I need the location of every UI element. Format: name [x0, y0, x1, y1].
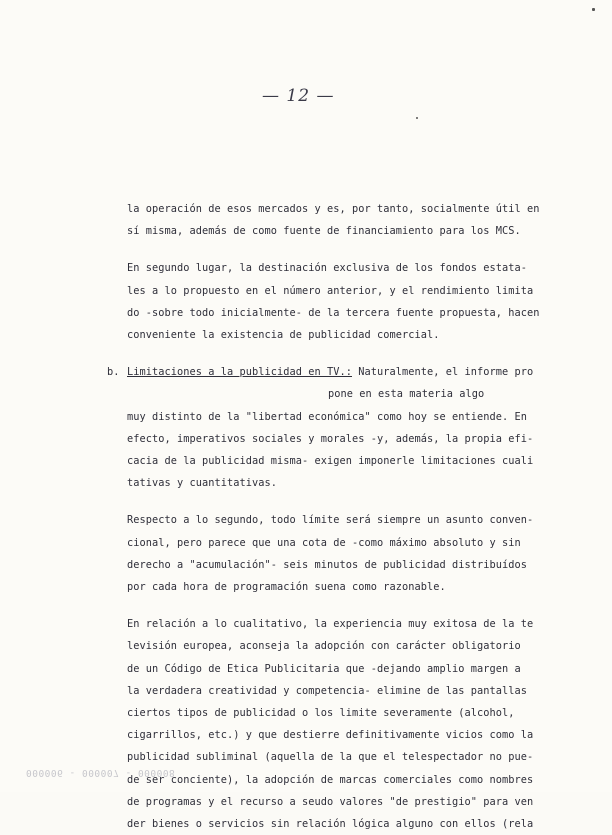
text-line: publicidad subliminal (aquella de la que el telespectador no pue-: [127, 751, 534, 764]
text-line: efecto, imperativos sociales y morales -y, además, la propia efi-: [127, 432, 534, 445]
text-line: ciertos tipos de publicidad o los limite severamente (alcohol,: [127, 707, 515, 720]
page-number: — 12 —: [262, 86, 335, 106]
section-heading: Limitaciones a la publicidad en TV.:: [127, 366, 352, 379]
text-line: la verdadera creatividad y competencia- elimine de las pantallas: [127, 684, 527, 697]
text-line: En segundo lugar, la destinación exclusiva de los fondos estata-: [127, 262, 527, 275]
section-label: b.: [107, 366, 120, 379]
text-line: cigarrillos, etc.) y que destierre definitivamente vicios como la: [127, 729, 534, 742]
paragraph-4: [127, 509, 534, 598]
text-line: de ser conciente), la adopción de marcas comerciales como nombres: [127, 773, 534, 786]
text-line: de un Código de Etica Publicitaria que -dejando amplio margen a: [127, 662, 521, 675]
text-line: Respecto a lo segundo, todo límite será siempre un asunto conven-: [127, 514, 534, 527]
text-line: les a lo propuesto en el número anterior, y el rendimiento limita: [127, 284, 534, 297]
ink-speck: [592, 8, 595, 11]
text-line: Naturalmente, el informe pro: [358, 366, 534, 379]
text-line: por cada hora de programación suena como razonable.: [127, 581, 446, 594]
paragraph-2: [127, 257, 540, 346]
body-text: [107, 198, 540, 835]
footer-bleed-through: 000006 - 000007 - 000008: [26, 767, 176, 778]
ink-speck: [416, 117, 418, 119]
text-line: muy distinto de la "libertad económica" como hoy se entiende. En: [127, 410, 527, 423]
text-line: sí misma, además de como fuente de financiamiento para los MCS.: [127, 225, 521, 238]
paragraph-1: [127, 198, 540, 242]
text-line: la operación de esos mercados y es, por tanto, socialmente útil en: [127, 203, 540, 215]
text-line: pone en esta materia algo: [328, 388, 485, 401]
text-line: der bienes o servicios sin relación lógica alguno con ellos (rela: [127, 818, 534, 831]
text-line: cacia de la publicidad misma- exigen imponerle limitaciones cuali: [127, 455, 534, 468]
text-line: levisión europea, aconseja la adopción con carácter obligatorio: [127, 640, 521, 653]
section-b-first-line: [107, 361, 534, 383]
text-line: En relación a lo cualitativo, la experiencia muy exitosa de la te: [127, 618, 534, 631]
text-line: derecho a "acumulación"- seis minutos de publicidad distribuídos: [127, 558, 527, 571]
text-line: tativas y cuantitativas.: [127, 477, 277, 490]
paragraph-5: [127, 613, 534, 835]
section-b: [107, 361, 534, 494]
text-line: conveniente la existencia de publicidad comercial.: [127, 329, 440, 342]
text-line: cional, pero parece que una cota de -como máximo absoluto y sin: [127, 536, 521, 549]
text-line: de programas y el recurso a seudo valores "de prestigio" para ven: [127, 795, 534, 808]
text-line: do -sobre todo inicialmente- de la tercera fuente propuesta, hacen: [127, 306, 540, 319]
